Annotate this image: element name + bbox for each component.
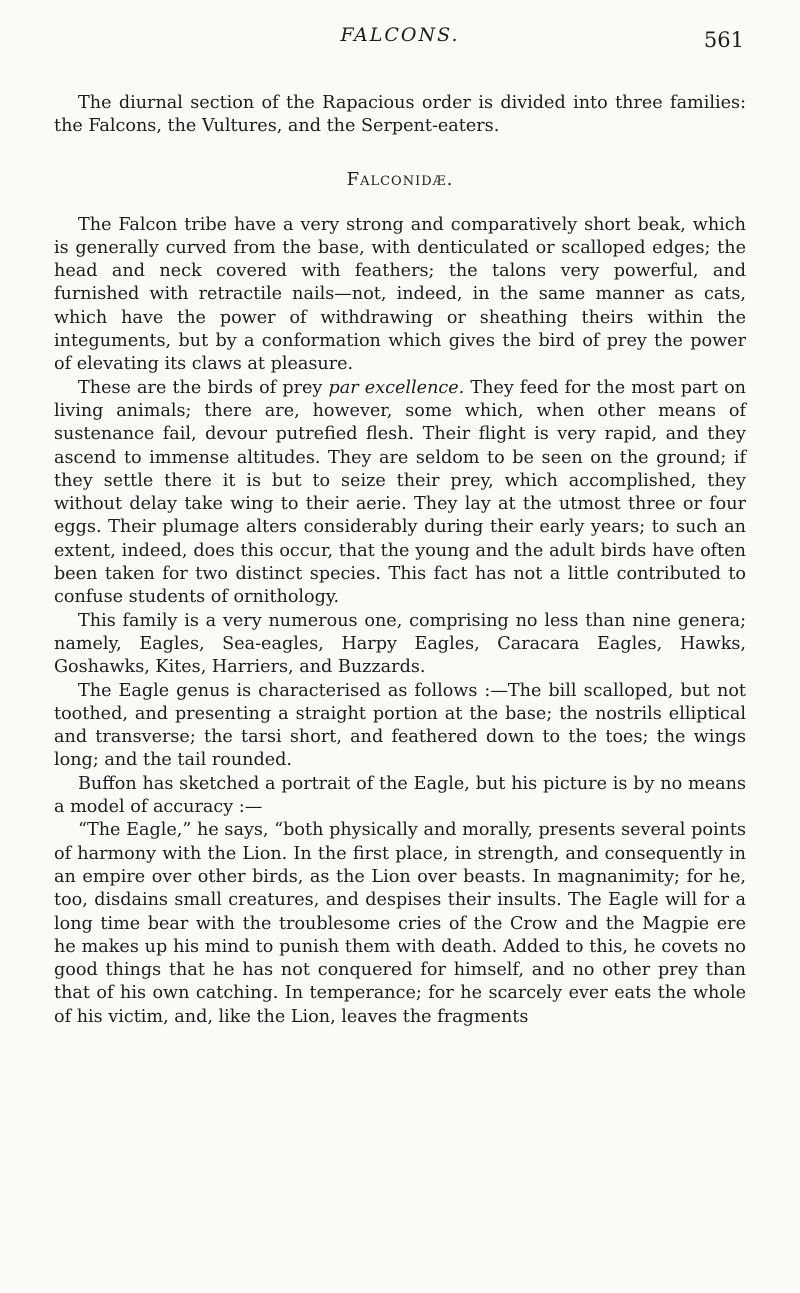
- paragraph-buffon: Buffon has sketched a portrait of the Eagle, but his picture is by no means a model of accuracy :—: [54, 773, 746, 818]
- running-title: FALCONS.: [340, 24, 460, 46]
- paragraph-eagle-genus: The Eagle genus is characterised as follows :—The bill scalloped, but not toothed, and presenting a straight portion at the base; the nostrils elliptical and transverse; the tarsi short, and feathered down to the toes; the wings long; and the tail rounded.: [54, 680, 746, 771]
- paragraph-falcon-tribe: The Falcon tribe have a very strong and comparatively short beak, which is generally curved from the base, with denticulated or scalloped edges; the head and neck covered with feathers; the talons very powerful, and furnished with retractile nails—not, indeed, in the same manner as cats, which have the power of withdrawing or sheathing theirs within the integuments, but by a conformation which gives the bird of prey the power of elevating its claws at pleasure.: [54, 214, 746, 375]
- paragraph-birds-of-prey-start: These are the birds of prey: [78, 377, 323, 398]
- page-number: 561: [703, 28, 744, 52]
- page-header: [54, 24, 746, 92]
- paragraph-eagle-quote: “The Eagle,” he says, “both physically and morally, presents several points of harmony with the Lion. In the first place, in strength, and consequently in an empire over other birds, as the Lion over beasts. In magnanimity; for he, too, disdains small creatures, and despises their insults. The Eagle will for a long time bear with the troublesome cries of the Crow and the Magpie ere he makes up his mind to punish them with death. Added to this, he covets no good things that he has not conquered for himself, and no other prey than that of his own catching. In temperance; for he scarcely ever eats the whole of his victim, and, like the Lion, leaves the fragments: [54, 820, 746, 1027]
- intro-paragraph: The diurnal section of the Rapacious order is divided into three families: the Falcons, the Vultures, and the Serpent-eaters.: [54, 93, 746, 137]
- section-heading: Falconidæ.: [346, 168, 454, 190]
- paragraph-family-genera: This family is a very numerous one, comprising no less than nine genera; namely, Eagles, Sea-eagles, Harpy Eagles, Caracara Eagles, Hawks, Goshawks, Kites, Harriers, and Buzzards.: [54, 610, 746, 678]
- italic-phrase: par excellence.: [328, 377, 465, 398]
- paragraph-birds-of-prey-rest: They feed for the most part on living animals; there are, however, some which, when other means of sustenance fail, devour putrefied flesh. Their flight is very rapid, and they ascend to immense altitudes. They are seldom to be seen on the ground; if they settle there it is but to seize their prey, which accomplished, they without delay take wing to their aerie. They lay at the utmost three or four eggs. Their plumage alters considerably during their early years; to such an extent, indeed, does this occur, that the young and the adult birds have often been taken for two distinct species. This fact has not a little contributed to confuse students of ornithology.: [54, 377, 746, 608]
- paragraph-birds-of-prey: [54, 377, 746, 610]
